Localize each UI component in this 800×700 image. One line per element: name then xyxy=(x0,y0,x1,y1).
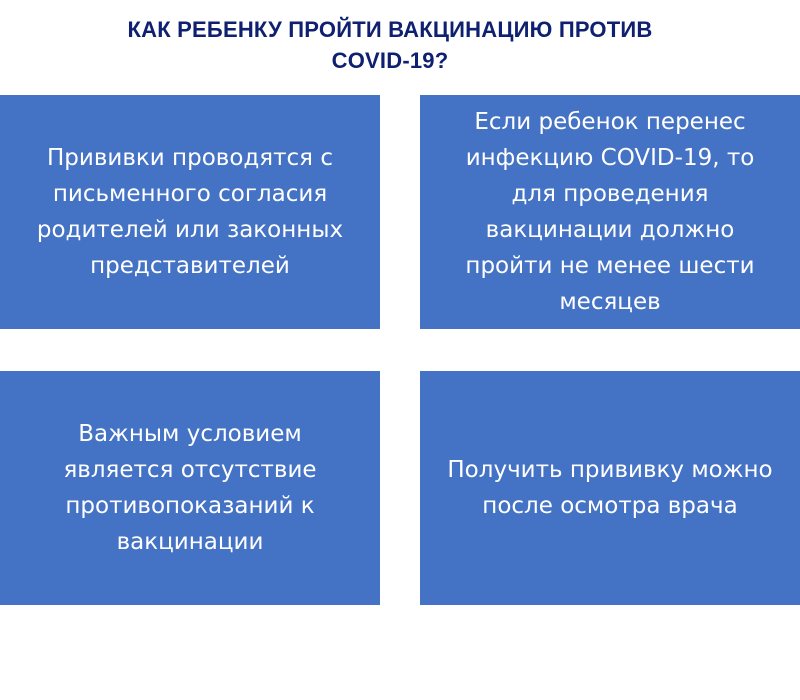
page-title xyxy=(0,14,780,76)
info-box-covid-recovery xyxy=(420,95,800,329)
info-box-consent-text: Прививки проводятся с письменного согласия родителей или законных представителей xyxy=(36,145,344,279)
info-box-doctor-exam xyxy=(420,371,800,605)
info-box-contraindications-text: Важным условием является отсутствие противопоказаний к вакцинации xyxy=(63,421,317,555)
page-title-line-2: COVID-19? xyxy=(331,48,449,73)
page-title-line-1: КАК РЕБЕНКУ ПРОЙТИ ВАКЦИНАЦИЮ ПРОТИВ xyxy=(127,17,653,42)
info-box-covid-recovery-text: Если ребенок перенес инфекцию COVID-19, то для проведения вакцинации должно пройти не менее шести месяцев xyxy=(465,109,755,315)
info-box-consent xyxy=(0,95,380,329)
info-box-doctor-exam-text: Получить прививку можно после осмотра врача xyxy=(447,457,773,519)
info-box-contraindications xyxy=(0,371,380,605)
